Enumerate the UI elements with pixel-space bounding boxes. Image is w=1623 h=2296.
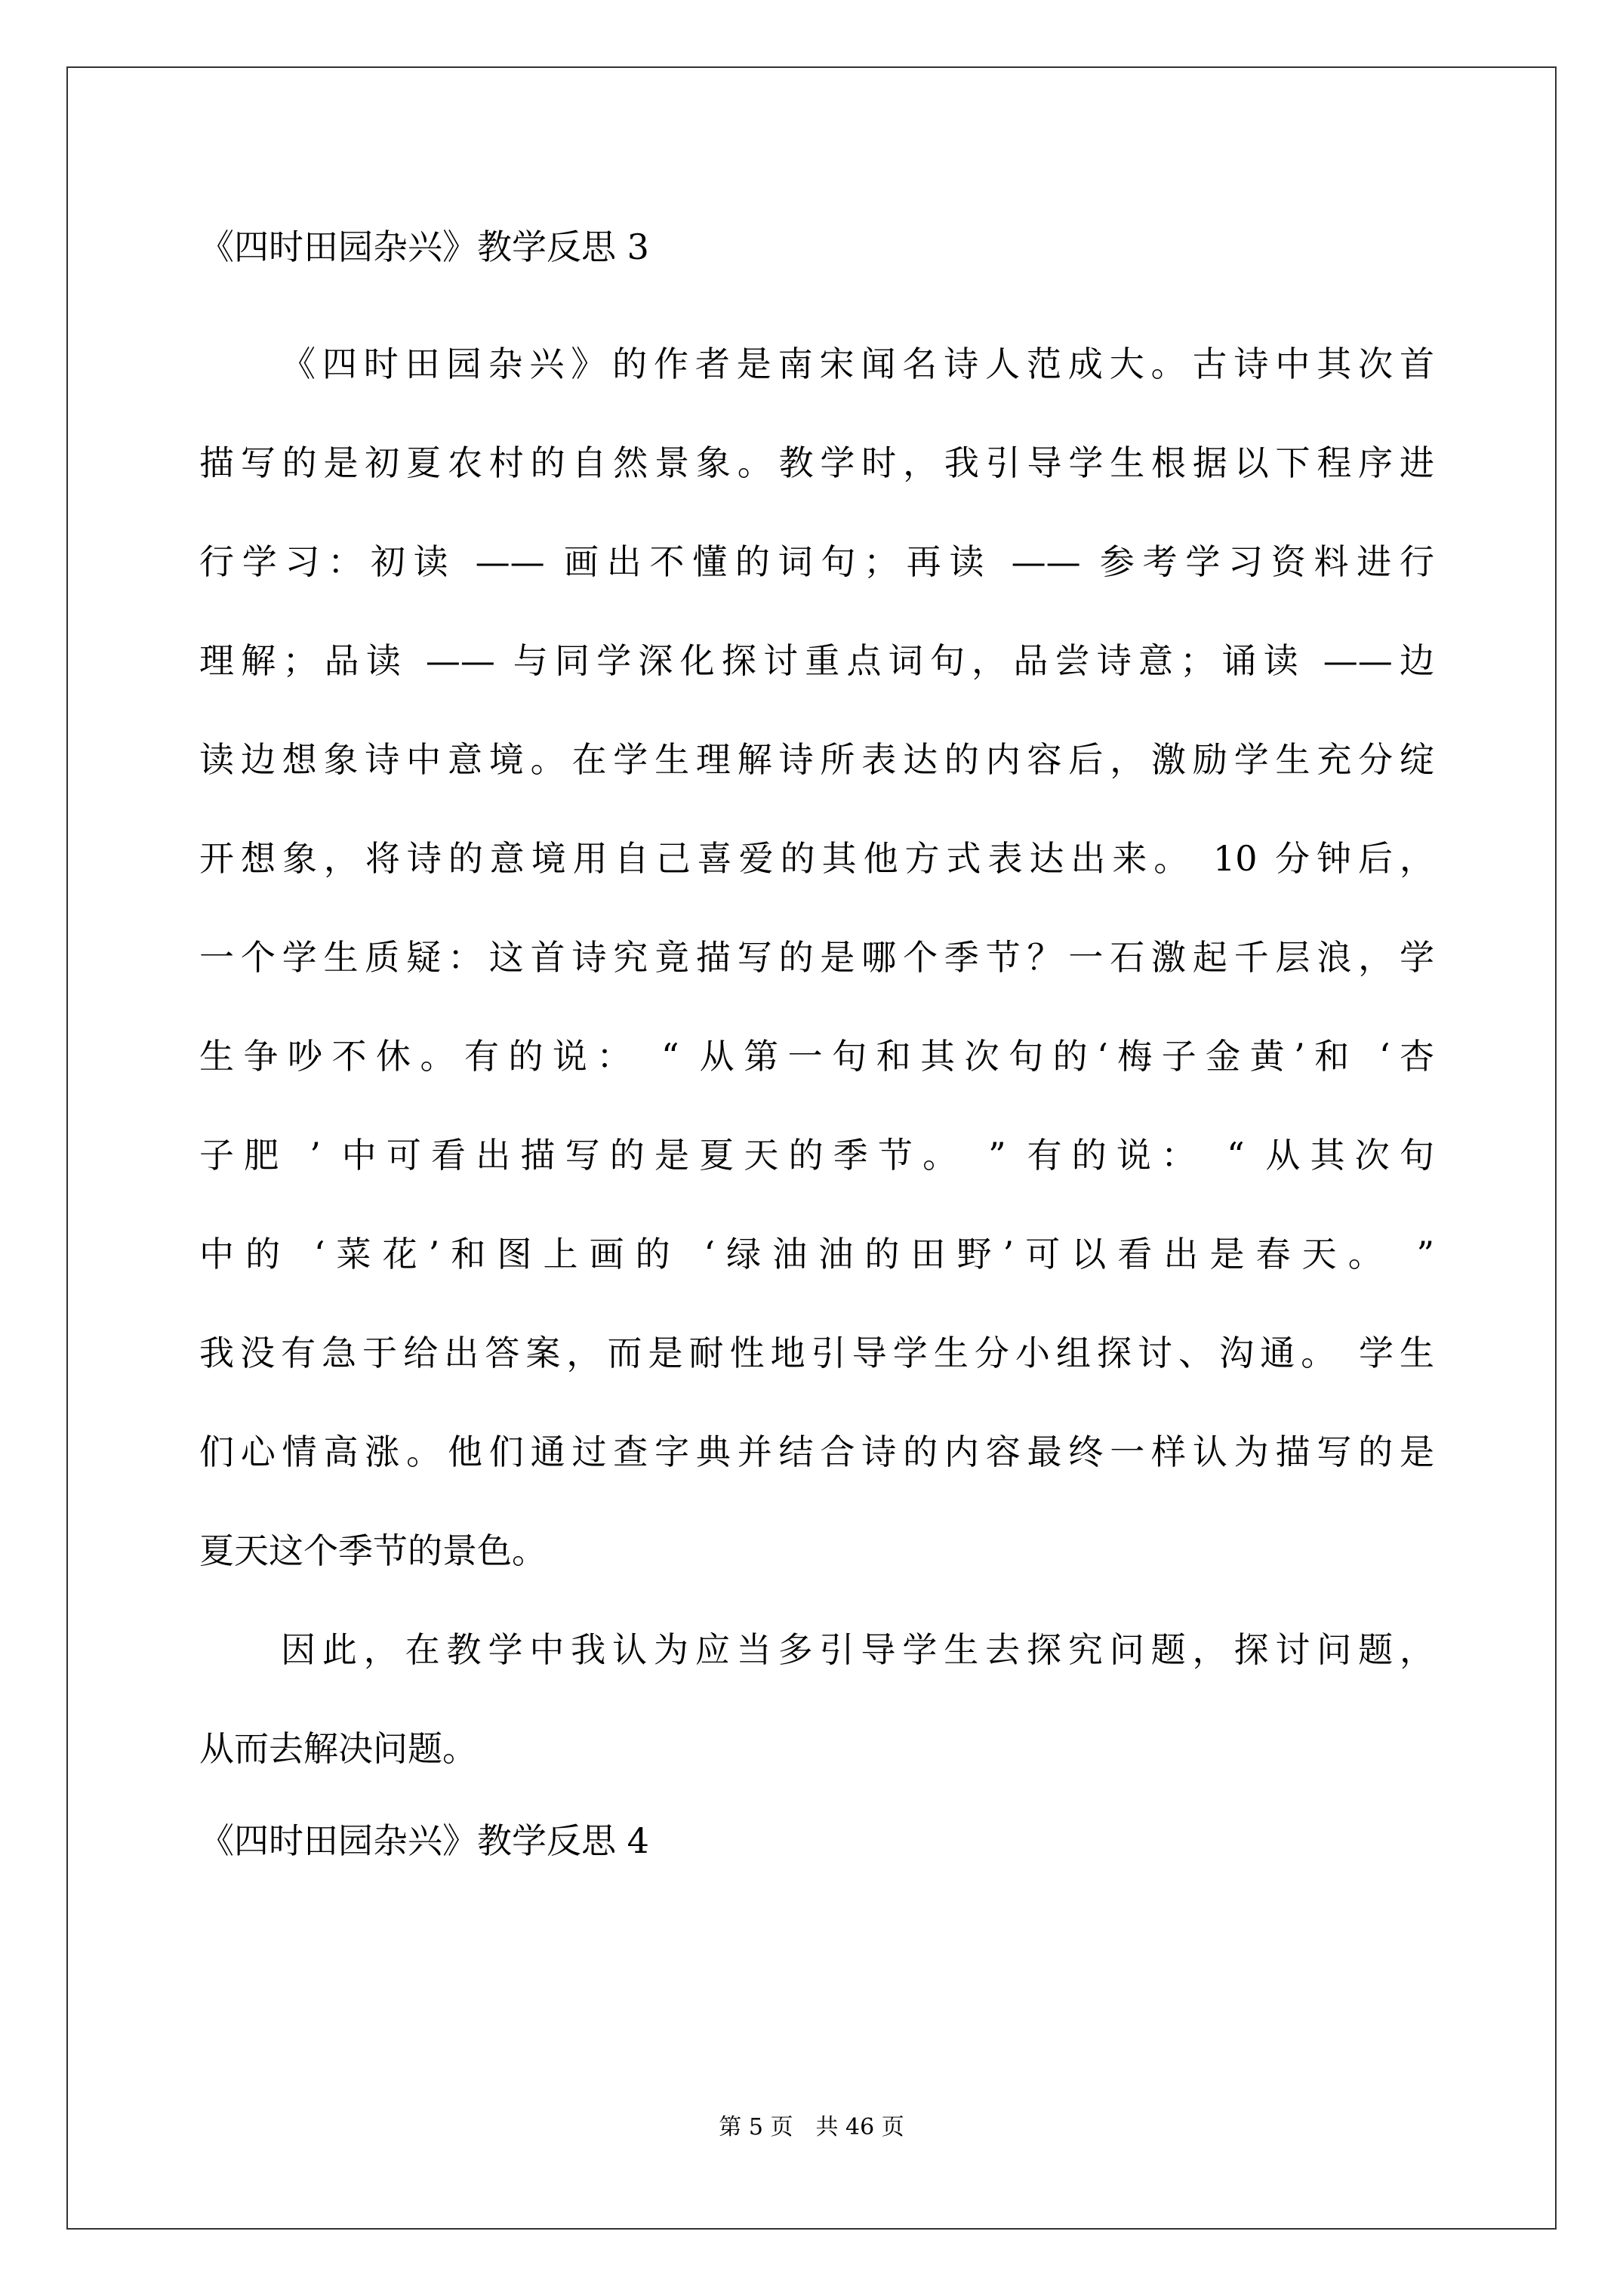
paragraph-line: 一个学生质疑：这首诗究竟描写的是哪个季节？一石激起千层浪，学 xyxy=(199,937,1434,978)
paragraph-line: 开想象，将诗的意境用自己喜爱的其他方式表达出来。 10 分钟后， xyxy=(199,838,1434,879)
paragraph-line: 理解；品读 —— 与同学深化探讨重点词句，品尝诗意；诵读 ——边 xyxy=(199,640,1434,681)
section-heading-3: 《四时田园杂兴》教学反思 3 xyxy=(199,227,649,267)
paragraph-line: 生争吵不休。有的说： “ 从第一句和其次句的‘梅子金黄’和 ‘杏 xyxy=(199,1036,1434,1077)
paragraph-line: 我没有急于给出答案，而是耐性地引导学生分小组探讨、沟通。 学生 xyxy=(199,1333,1434,1373)
paragraph-line: 中的 ‘菜花’和图上画的 ‘绿油油的田野’可以看出是春天。 ” xyxy=(199,1234,1434,1274)
paragraph-line: 夏天这个季节的景色。 xyxy=(199,1530,547,1571)
paragraph-line: 因此，在教学中我认为应当多引导学生去探究问题，探讨问题， xyxy=(281,1629,1434,1670)
section-heading-4: 《四时田园杂兴》教学反思 4 xyxy=(199,1820,649,1861)
paragraph-line: 从而去解决问题。 xyxy=(199,1728,477,1769)
paragraph-line: 描写的是初夏农村的自然景象。教学时，我引导学生根据以下程序进 xyxy=(199,442,1434,483)
paragraph-line: 子肥 ’ 中可看出描写的是夏天的季节。 ” 有的说： “ 从其次句 xyxy=(199,1135,1434,1176)
paragraph-line: 们心情高涨。他们通过查字典并结合诗的内容最终一样认为描写的是 xyxy=(199,1432,1434,1472)
page-number: 第 5 页 共 46 页 xyxy=(719,2114,904,2140)
paragraph-line: 《四时田园杂兴》的作者是南宋闻名诗人范成大。古诗中其次首 xyxy=(281,344,1434,384)
paragraph-line: 行学习：初读 —— 画出不懂的词句；再读 —— 参考学习资料进行 xyxy=(199,541,1434,582)
paragraph-line: 读边想象诗中意境。在学生理解诗所表达的内容后，激励学生充分绽 xyxy=(199,739,1434,780)
